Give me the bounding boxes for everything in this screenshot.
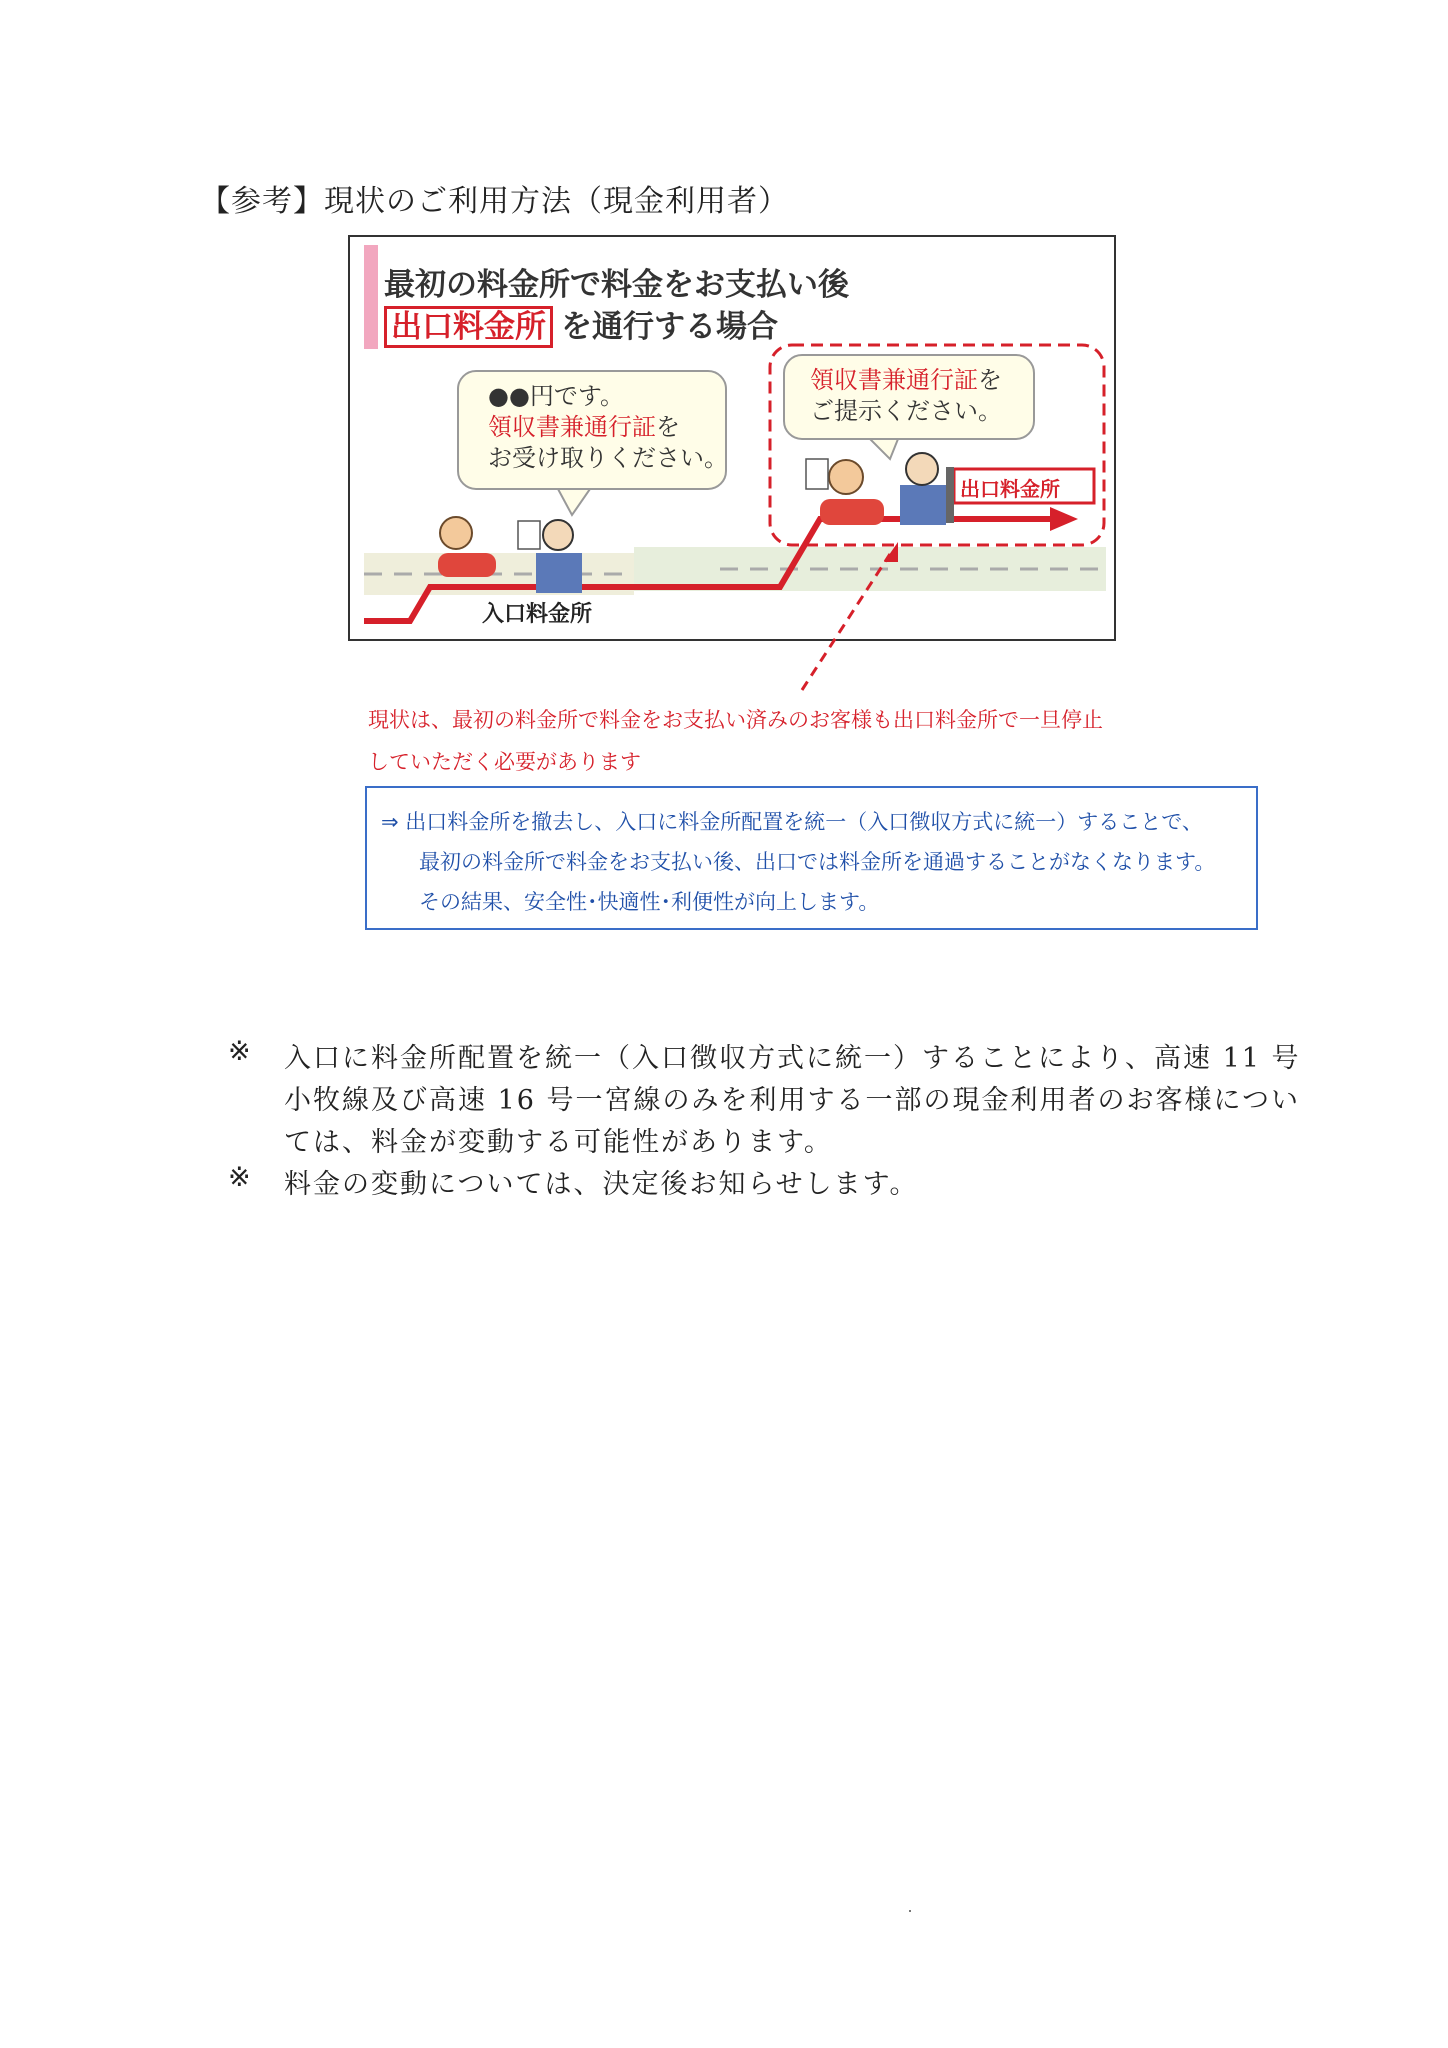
entrance-booth bbox=[536, 553, 582, 593]
left-bubble-line3: お受け取りください。 bbox=[488, 444, 728, 472]
figure-title-rest: を通行する場合 bbox=[561, 309, 778, 345]
caption-line1: 現状は、最初の料金所で料金をお支払い済みのお客様も出口料金所で一旦停止 bbox=[368, 708, 1103, 732]
figure-title-exit: 出口料金所 bbox=[384, 306, 553, 348]
driver-left bbox=[440, 517, 472, 549]
attendant-right bbox=[906, 453, 938, 485]
left-bubble-line1: ●●円です。 bbox=[488, 382, 624, 410]
note-line3: その結果、安全性･快適性･利便性が向上します。 bbox=[419, 890, 880, 914]
right-bubble-receipt: 領収書兼通行証 bbox=[810, 366, 978, 394]
attendant-left bbox=[543, 520, 573, 550]
page-dot bbox=[909, 1910, 911, 1912]
route-arrow bbox=[1050, 507, 1078, 531]
receipt-right bbox=[806, 459, 828, 489]
left-bubble-text bbox=[488, 381, 728, 474]
entrance-car bbox=[438, 553, 496, 577]
driver-right bbox=[829, 460, 863, 494]
right-bubble-particle: を bbox=[978, 366, 1002, 394]
remark1-line1: 入口に料金所配置を統一（入口徴収方式に統一）することにより、高速 11 号 bbox=[284, 1043, 1301, 1074]
pointer-arrow bbox=[780, 540, 920, 700]
remark2-line: 料金の変動については、決定後お知らせします。 bbox=[284, 1169, 919, 1200]
road-scene bbox=[350, 237, 1116, 641]
left-bubble-line2 bbox=[488, 412, 728, 443]
remark1-mark: ※ bbox=[228, 1036, 251, 1067]
right-bubble-line1 bbox=[810, 365, 1002, 396]
caption-line2: していただく必要があります bbox=[368, 750, 641, 774]
exit-sign-label: 出口料金所 bbox=[960, 477, 1060, 501]
right-bubble-text bbox=[810, 365, 1002, 427]
remark2-mark: ※ bbox=[228, 1162, 251, 1193]
improvement-note bbox=[365, 786, 1258, 930]
note-line2: 最初の料金所で料金をお支払い後、出口では料金所を通過することがなくなります。 bbox=[419, 850, 1216, 874]
right-bubble-line2: ご提示ください。 bbox=[810, 397, 1002, 425]
left-bubble-particle: を bbox=[656, 413, 680, 441]
entrance-label: 入口料金所 bbox=[482, 602, 593, 627]
left-bubble-receipt: 領収書兼通行証 bbox=[488, 413, 656, 441]
note-line1: ⇒ 出口料金所を撤去し、入口に料金所配置を統一（入口徴収方式に統一）することで、 bbox=[381, 810, 1203, 834]
remark1-line3: ては、料金が変動する可能性があります。 bbox=[284, 1127, 833, 1158]
toll-illustration bbox=[348, 235, 1116, 641]
receipt-left bbox=[518, 521, 540, 549]
figure-title-line1: 最初の料金所で料金をお支払い後 bbox=[384, 267, 849, 303]
exit-car bbox=[820, 499, 884, 525]
remark1-line2: 小牧線及び高速 16 号一宮線のみを利用する一部の現金利用者のお客様につい bbox=[284, 1085, 1300, 1116]
exit-booth bbox=[900, 485, 946, 525]
page-heading: 【参考】現状のご利用方法（現金利用者） bbox=[200, 184, 789, 219]
